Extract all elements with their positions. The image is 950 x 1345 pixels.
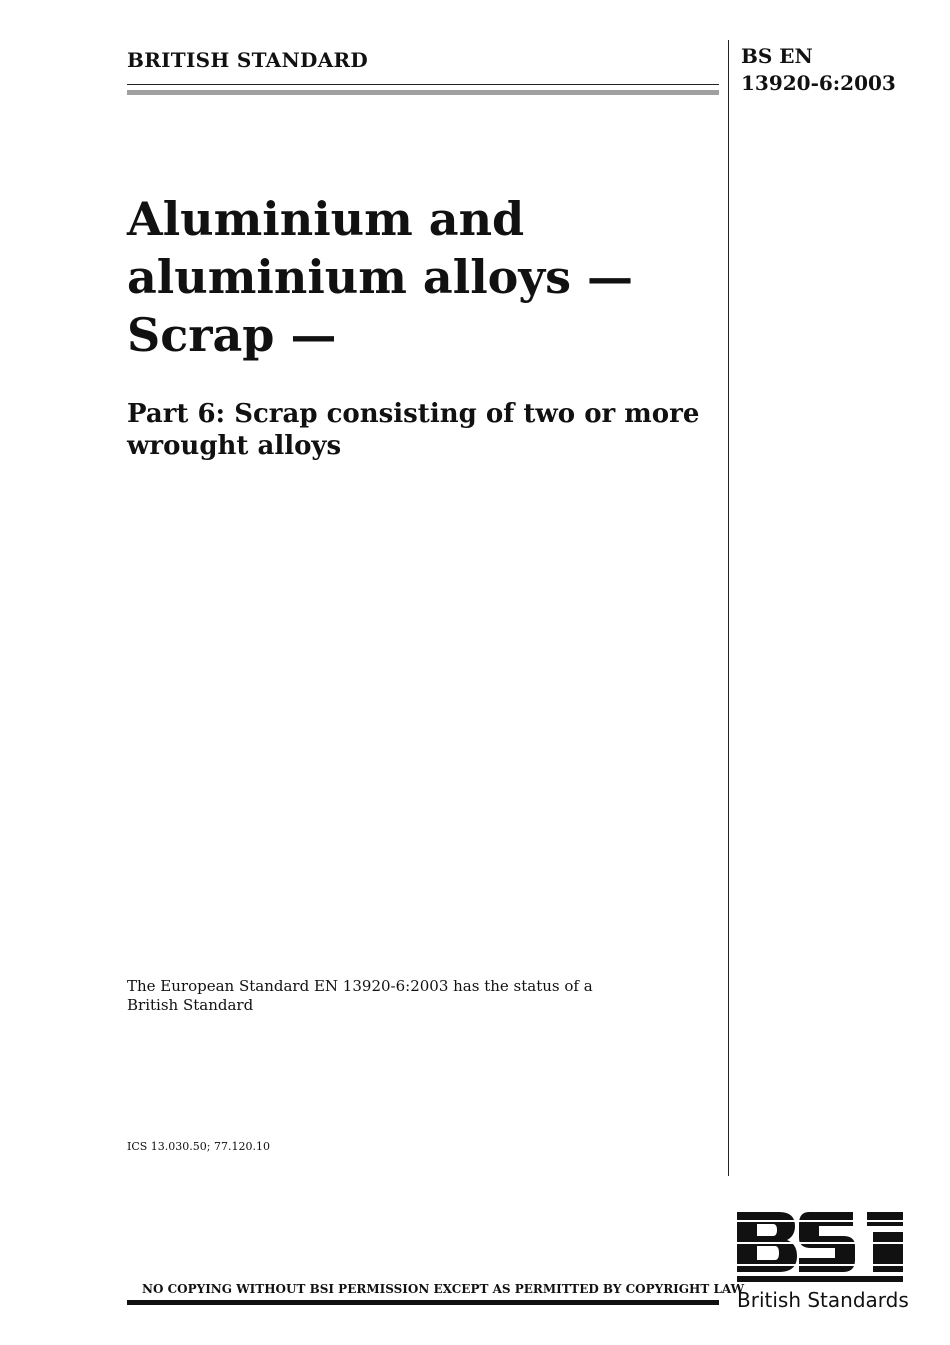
document-number	[741, 43, 896, 97]
document-subtitle	[127, 398, 727, 462]
bsi-logo	[735, 1208, 909, 1314]
footer-rule	[127, 1300, 719, 1305]
bsi-wordmark-icon	[735, 1208, 905, 1286]
bsi-tagline: British Standards	[737, 1288, 909, 1312]
status-line-2: British Standard	[127, 996, 254, 1014]
document-title	[127, 190, 707, 364]
document-number-line-2: 13920-6:2003	[741, 71, 896, 95]
header-rule-thick	[127, 90, 719, 95]
document-number-line-1: BS EN	[741, 44, 813, 68]
status-statement	[127, 977, 593, 1015]
document-type-label: BRITISH STANDARD	[127, 48, 369, 72]
copyright-notice: NO COPYING WITHOUT BSI PERMISSION EXCEPT AS PERMITTED BY COPYRIGHT LAW	[142, 1282, 745, 1296]
subtitle-line-1: Part 6: Scrap consisting of two or more	[127, 399, 700, 429]
title-line-3: Scrap —	[127, 308, 337, 362]
subtitle-line-2: wrought alloys	[127, 431, 342, 461]
title-line-2: aluminium alloys —	[127, 250, 633, 304]
header-rule-thin	[127, 84, 719, 85]
title-line-1: Aluminium and	[127, 192, 525, 246]
ics-code: ICS 13.030.50; 77.120.10	[127, 1140, 270, 1153]
vertical-divider	[728, 40, 729, 1176]
status-line-1: The European Standard EN 13920-6:2003 has the status of a	[127, 977, 593, 995]
